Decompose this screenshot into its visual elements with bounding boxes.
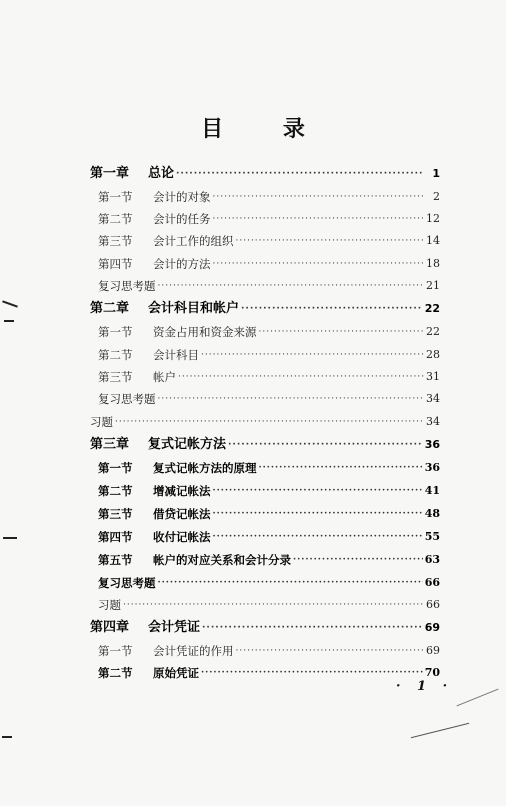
page-number: 70 (424, 666, 440, 679)
toc-review[interactable] (98, 276, 440, 296)
page-number: 1 (432, 167, 440, 180)
section-title: 资金占用和资金来源 (153, 325, 257, 339)
section-title: 帐户的对应关系和会计分录 (153, 553, 291, 567)
section-number: 第四节 (98, 530, 133, 544)
section-title: 复式记帐方法的原理 (153, 461, 257, 475)
page-number: 48 (424, 507, 440, 520)
dot-leader (178, 367, 424, 387)
chapter-number: 第二章 (90, 301, 130, 316)
section-number: 第一节 (98, 644, 133, 658)
page-number: 69 (426, 644, 440, 657)
dot-leader (213, 527, 423, 547)
toc-review[interactable] (98, 573, 440, 593)
section-title: 会计科目 (153, 348, 199, 362)
page-number: 36 (424, 461, 440, 474)
dot-leader (115, 412, 424, 432)
dot-leader (213, 187, 425, 207)
toc-section[interactable] (98, 663, 440, 683)
page-number: 55 (424, 530, 440, 543)
toc-section[interactable] (98, 187, 440, 207)
chapter-title: 复式记帐方法 (148, 437, 227, 452)
toc-section[interactable] (98, 527, 440, 547)
toc-chapter-2[interactable] (90, 299, 440, 319)
section-number: 第四节 (98, 257, 133, 271)
page-number: 14 (426, 234, 440, 247)
toc-section[interactable] (98, 550, 440, 570)
page-number: 18 (426, 257, 440, 270)
review-title: 复习思考题 (98, 279, 156, 293)
dot-leader (201, 663, 423, 683)
dot-leader (236, 231, 425, 251)
dot-leader (202, 618, 423, 638)
dot-leader (123, 595, 424, 615)
toc-section[interactable] (98, 641, 440, 661)
toc-section[interactable] (98, 481, 440, 501)
toc-section[interactable] (98, 322, 440, 342)
toc-chapter-3[interactable] (90, 435, 440, 455)
page-number: 22 (426, 325, 440, 338)
dot-leader (213, 504, 423, 524)
section-title: 帐户 (153, 370, 176, 384)
exercise-title: 习题 (98, 598, 121, 612)
section-number: 第二节 (98, 484, 133, 498)
dot-leader (201, 345, 424, 365)
toc-chapter-1[interactable] (90, 164, 440, 184)
page-number: 28 (426, 348, 440, 361)
dot-leader (158, 573, 423, 593)
chapter-title: 总论 (148, 166, 175, 181)
page-number: 31 (426, 370, 440, 383)
section-number: 第一节 (98, 461, 133, 475)
dot-leader (293, 550, 423, 570)
section-title: 会计的对象 (153, 190, 211, 204)
dot-leader (158, 276, 425, 296)
exercise-title: 习题 (90, 415, 113, 429)
page-number: 2 (433, 190, 440, 203)
page-number: 12 (426, 212, 440, 225)
toc-chapter-4[interactable] (90, 618, 440, 638)
dot-leader (213, 254, 425, 274)
section-number: 第一节 (98, 190, 133, 204)
page-number: 34 (426, 415, 440, 428)
dot-leader (236, 641, 425, 661)
section-number: 第三节 (98, 507, 133, 521)
page-number: 41 (424, 484, 440, 497)
page-number: 22 (424, 302, 440, 315)
review-title: 复习思考题 (98, 576, 156, 590)
dot-leader (213, 209, 425, 229)
section-number: 第二节 (98, 666, 133, 680)
scan-mark (411, 723, 469, 738)
chapter-title: 会计凭证 (148, 620, 201, 635)
page-number: 34 (426, 392, 440, 405)
section-number: 第五节 (98, 553, 133, 567)
scan-mark (3, 537, 17, 539)
dot-leader (158, 389, 425, 409)
toc-exercise[interactable] (90, 412, 440, 432)
section-title: 原始凭证 (153, 666, 199, 680)
section-number: 第三节 (98, 370, 133, 384)
toc-section[interactable] (98, 345, 440, 365)
scan-mark (2, 300, 18, 307)
toc-section[interactable] (98, 209, 440, 229)
section-number: 第一节 (98, 325, 133, 339)
page-number: 21 (426, 279, 440, 292)
scan-mark (456, 689, 498, 707)
chapter-number: 第四章 (90, 620, 130, 635)
page-number: 66 (424, 576, 440, 589)
section-title: 借贷记帐法 (153, 507, 211, 521)
page-title: 目 录 (201, 117, 331, 142)
page-footer-number: · 1 · (396, 679, 454, 694)
toc-section[interactable] (98, 504, 440, 524)
chapter-title: 会计科目和帐户 (148, 301, 240, 316)
toc-section[interactable] (98, 367, 440, 387)
section-title: 会计的任务 (153, 212, 211, 226)
section-number: 第二节 (98, 212, 133, 226)
page-number: 66 (426, 598, 440, 611)
scan-mark (4, 320, 14, 322)
dot-leader (213, 481, 423, 501)
toc-review[interactable] (98, 389, 440, 409)
section-title: 会计的方法 (153, 257, 211, 271)
chapter-number: 第三章 (90, 437, 130, 452)
section-number: 第三节 (98, 234, 133, 248)
scan-mark (2, 736, 12, 738)
page-number: 63 (424, 553, 440, 566)
section-title: 会计工作的组织 (153, 234, 234, 248)
section-title: 会计凭证的作用 (153, 644, 234, 658)
chapter-number: 第一章 (90, 166, 130, 181)
toc-exercise[interactable] (98, 595, 440, 615)
page-number: 69 (424, 621, 440, 634)
toc-section[interactable] (98, 231, 440, 251)
dot-leader (259, 458, 423, 478)
dot-leader (241, 299, 423, 319)
section-title: 增减记帐法 (153, 484, 211, 498)
page-number: 36 (424, 438, 440, 451)
dot-leader (176, 164, 424, 184)
toc-section[interactable] (98, 254, 440, 274)
section-number: 第二节 (98, 348, 133, 362)
dot-leader (259, 322, 425, 342)
section-title: 收付记帐法 (153, 530, 211, 544)
dot-leader (228, 435, 423, 455)
review-title: 复习思考题 (98, 392, 156, 406)
toc-section[interactable] (98, 458, 440, 478)
